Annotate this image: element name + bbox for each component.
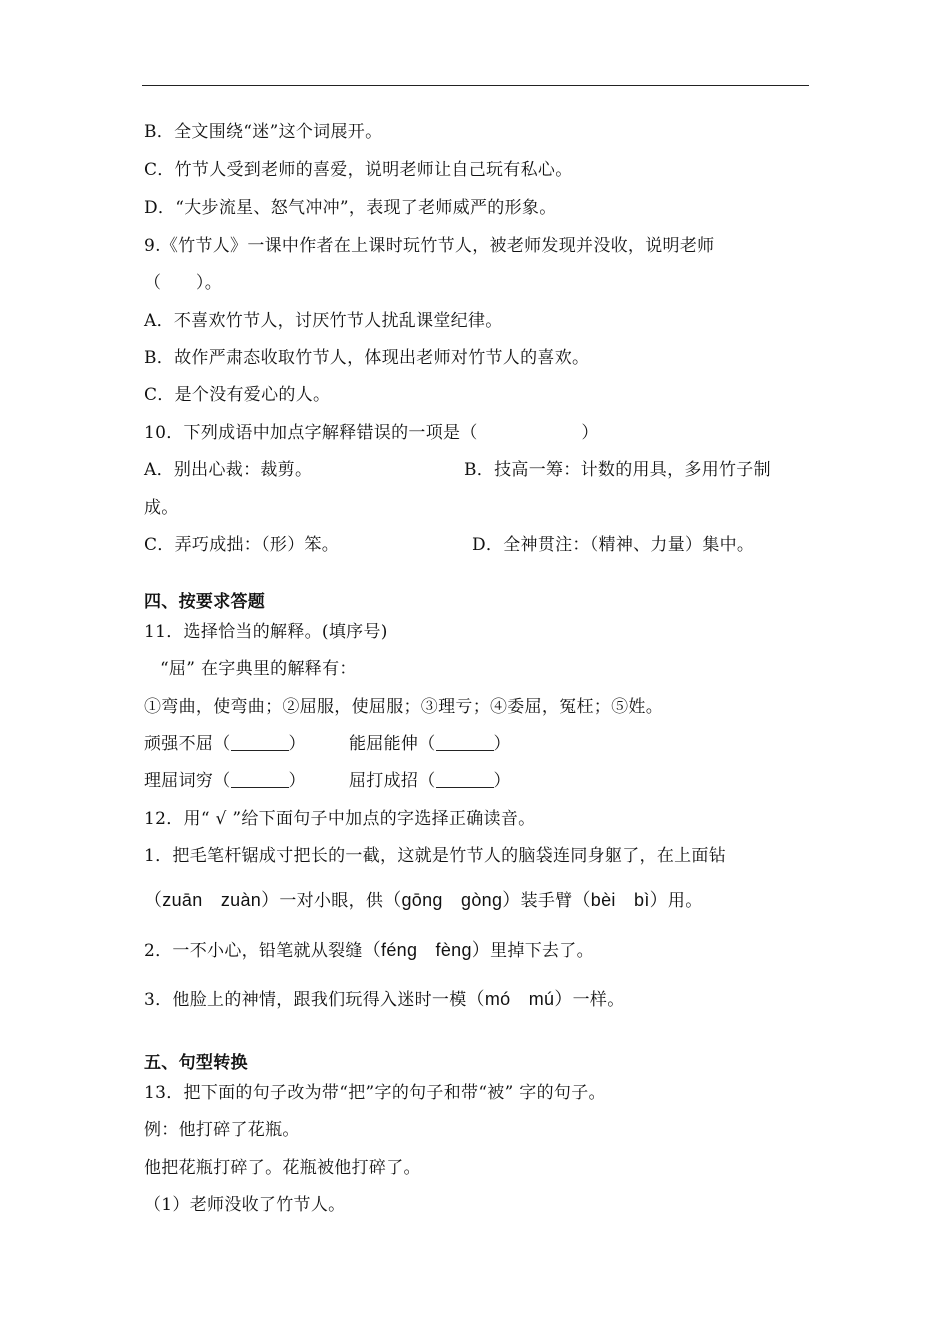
q8-option-c: C．竹节人受到老师的喜爱，说明老师让自己玩有私心。	[144, 160, 573, 180]
pinyin-choice-mo[interactable]: （mó mú）	[466, 989, 573, 1009]
q10-option-a: A．别出心裁：裁剪。	[144, 460, 313, 480]
pinyin-choice-zuan[interactable]: （zuān zuàn）	[144, 890, 280, 910]
header-rule	[142, 85, 809, 86]
q12-s3-text-1: 3．他脸上的神情，跟我们玩得入迷时一模	[144, 990, 467, 1010]
q11-blank-3[interactable]	[231, 769, 289, 788]
q11-item-2	[349, 732, 511, 756]
q11-blank-1[interactable]	[231, 732, 289, 751]
q11-word-1: 顽强不屈（	[144, 734, 231, 754]
q10-option-d: D．全神贯注：（精神、力量）集中。	[472, 535, 755, 555]
q11-close-4: ）	[493, 771, 511, 791]
q12-s2-text-2: 里掉下去了。	[490, 941, 594, 961]
q13-item-1: （1）老师没收了竹节人。	[144, 1195, 346, 1215]
q10-option-b-cont: 成。	[144, 498, 179, 518]
pinyin-choice-feng[interactable]: （féng fèng）	[362, 940, 491, 960]
q12-sentence-3	[144, 987, 625, 1012]
q8-option-b: B．全文围绕“迷”这个词展开。	[144, 122, 383, 142]
q9-option-b: B．故作严肃态收取竹节人，体现出老师对竹节人的喜欢。	[144, 348, 590, 368]
q11-stem: 11．选择恰当的解释。(填序号)	[144, 622, 388, 642]
pinyin-choice-bei[interactable]: （bèi bì）	[572, 890, 668, 910]
q12-s1-text-3: 用。	[667, 891, 703, 911]
q12-sentence-1-cont	[144, 888, 703, 913]
q11-word-4: 屈打成招（	[349, 771, 436, 791]
q12-s1-text-1: 一对小眼，供	[279, 891, 384, 911]
q11-item-3	[144, 769, 306, 793]
q11-word-3: 理屈词穷（	[144, 771, 231, 791]
q11-blank-4[interactable]	[436, 769, 494, 788]
q9-stem-cont: （ ）。	[144, 273, 222, 293]
q11-item-1	[144, 732, 306, 756]
q11-word-2: 能屈能伸（	[349, 734, 436, 754]
q11-intro: “屈” 在字典里的解释有：	[160, 659, 357, 679]
q8-option-d: D．“大步流星、怒气冲冲”，表现了老师威严的形象。	[144, 198, 557, 218]
q9-option-c: C．是个没有爱心的人。	[144, 385, 331, 405]
q13-example-answer: 他把花瓶打碎了。花瓶被他打碎了。	[144, 1158, 421, 1178]
q12-sentence-1: 1．把毛笔杆锯成寸把长的一截，这就是竹节人的脑袋连同身躯了，在上面钻	[144, 846, 727, 866]
section5-title: 五、句型转换	[144, 1053, 248, 1073]
q11-close-2: ）	[493, 734, 511, 754]
section4-title: 四、按要求答题	[144, 592, 266, 612]
q12-s1-text-2: 装手臂	[520, 891, 573, 911]
q11-definitions: ①弯曲，使弯曲；②屈服，使屈服；③理亏；④委屈，冤枉；⑤姓。	[144, 697, 663, 717]
q11-close-1: ）	[288, 734, 306, 754]
q9-option-a: A．不喜欢竹节人，讨厌竹节人扰乱课堂纪律。	[144, 311, 503, 331]
q12-sentence-2	[144, 938, 594, 963]
q9-stem: 9.《竹节人》一课中作者在上课时玩竹节人，被老师发现并没收，说明老师	[144, 236, 715, 256]
q13-example: 例：他打碎了花瓶。	[144, 1120, 300, 1140]
q12-s2-text-1: 2．一不小心，铅笔就从裂缝	[144, 941, 363, 961]
q10-option-c: C．弄巧成拙：（形）笨。	[144, 535, 340, 555]
q11-blank-2[interactable]	[436, 732, 494, 751]
q10-option-b: B．技高一筹：计数的用具，多用竹子制	[464, 460, 771, 480]
q12-stem: 12．用“ √ ”给下面句子中加点的字选择正确读音。	[144, 809, 536, 829]
q11-item-4	[349, 769, 511, 793]
q11-close-3: ）	[288, 771, 306, 791]
pinyin-choice-gong[interactable]: （gōng gòng）	[383, 890, 521, 910]
q12-s3-text-2: 一样。	[572, 990, 625, 1010]
q10-stem: 10．下列成语中加点字解释错误的一项是（ ）	[144, 423, 599, 443]
q13-stem: 13．把下面的句子改为带“把”字的句子和带“被” 字的句子。	[144, 1083, 606, 1103]
